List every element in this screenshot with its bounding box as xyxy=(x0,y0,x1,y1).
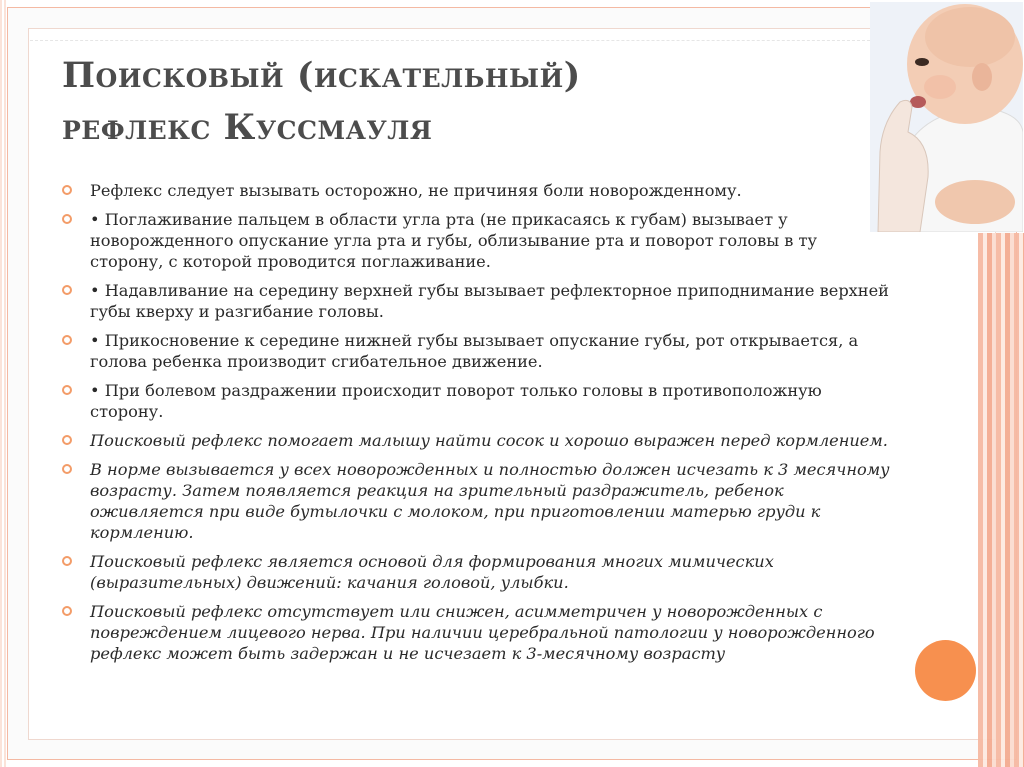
list-item xyxy=(62,551,892,593)
bullet-text: • Надавливание на середину верхней губы вызывает рефлекторное приподнимание верхней губы кверху и разгибание головы. xyxy=(90,281,889,321)
list-item xyxy=(62,280,892,322)
list-item xyxy=(62,459,892,543)
bullet-circle-icon xyxy=(62,435,72,445)
title-divider xyxy=(30,40,870,42)
title-line-2: рефлекс Куссмауля xyxy=(62,107,433,148)
bullet-circle-icon xyxy=(62,214,72,224)
baby-photo xyxy=(870,2,1023,232)
bullet-text: В норме вызывается у всех новорожденных и полностью должен исчезать к 3 месячному возрасту. Затем появляется реакция на зрительный раздражитель, ребенок оживляется при виде бутылочки с молоком, при приготовлении матерью груди к кормлению. xyxy=(90,460,890,542)
bullet-circle-icon xyxy=(62,464,72,474)
bullet-text: Поисковый рефлекс отсутствует или снижен, асимметричен у новорожденных с повреждением лицевого нерва. При наличии церебральной патологии у новорожденного рефлекс может быть задержан и не исчезает к 3-месячному возрасту xyxy=(90,602,875,663)
title-line-1: Поисковый (искательный) xyxy=(62,55,581,96)
bullet-list xyxy=(62,180,892,672)
list-item xyxy=(62,430,892,451)
bullet-text: Поисковый рефлекс помогает малышу найти сосок и хорошо выражен перед кормлением. xyxy=(90,431,888,450)
bullet-circle-icon xyxy=(62,606,72,616)
bullet-circle-icon xyxy=(62,385,72,395)
baby-illustration xyxy=(870,2,1023,232)
decorative-circle xyxy=(915,640,976,701)
list-item xyxy=(62,601,892,664)
list-item xyxy=(62,209,892,272)
list-item xyxy=(62,180,892,201)
bullet-circle-icon xyxy=(62,285,72,295)
bullet-text: • При болевом раздражении происходит поворот только головы в противоположную сторону. xyxy=(90,381,822,421)
bullet-text: • Прикосновение к середине нижней губы вызывает опускание губы, рот открывается, а голова ребенка производит сгибательное движение. xyxy=(90,331,859,371)
list-item xyxy=(62,380,892,422)
bullet-text: • Поглаживание пальцем в области угла рта (не прикасаясь к губам) вызывает у новорожденного опускание угла рта и губы, облизывание рта и поворот головы в ту сторону, с которой проводится поглаживание. xyxy=(90,210,818,271)
bullet-text: Поисковый рефлекс является основой для формирования многих мимических (выразительных) движений: качания головой, улыбки. xyxy=(90,552,774,592)
bullet-circle-icon xyxy=(62,185,72,195)
page-title xyxy=(62,50,782,154)
list-item xyxy=(62,330,892,372)
decorative-right-stripes xyxy=(978,233,1024,767)
decorative-left-stripes xyxy=(0,0,7,767)
bullet-text: Рефлекс следует вызывать осторожно, не причиняя боли новорожденному. xyxy=(90,181,742,200)
bullet-circle-icon xyxy=(62,335,72,345)
bullet-circle-icon xyxy=(62,556,72,566)
